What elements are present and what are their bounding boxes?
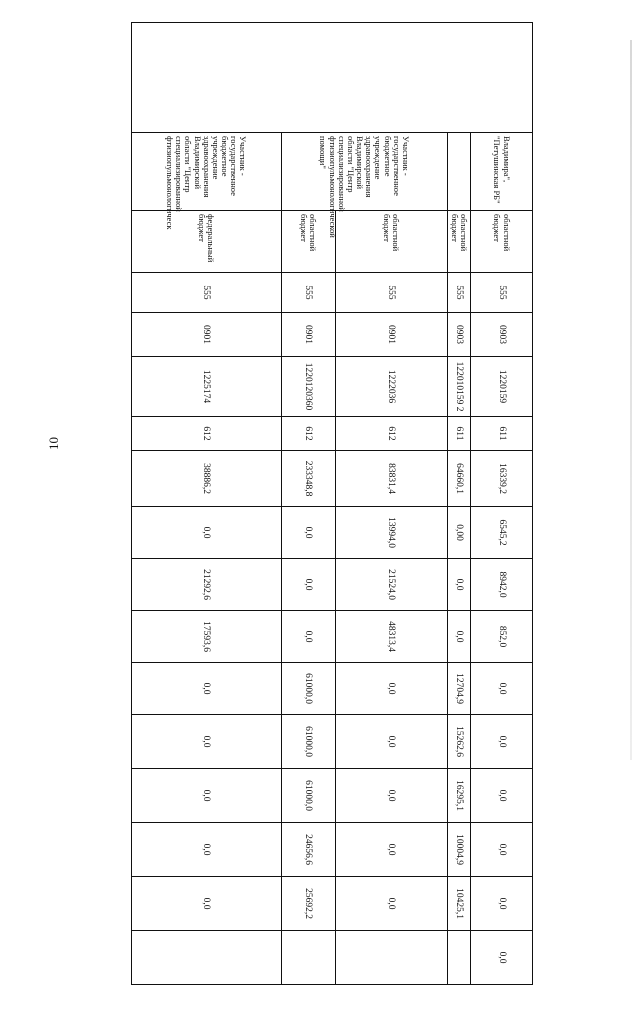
grbs-4: 555: [281, 273, 335, 313]
year-2-9: [447, 931, 470, 985]
rzpr-5: 0901: [131, 313, 281, 357]
total-5: 38886,2: [131, 451, 281, 507]
table-row: [471, 23, 533, 1014]
source-1: областной бюджет: [471, 211, 533, 273]
year-4-3: 0,0: [281, 611, 335, 663]
vr-5: 612: [131, 417, 281, 451]
vr-1: 611: [471, 417, 533, 451]
year-2-1: 0,00: [447, 507, 470, 559]
participant-label-1: Владимира", "Петушинская РБ": [471, 133, 533, 211]
rotated-budget-table: [78, 22, 533, 964]
total-4: 233348,8: [281, 451, 335, 507]
total-2: 64660,1: [447, 451, 470, 507]
year-1-3: 852,0: [471, 611, 533, 663]
grbs-5: 555: [131, 273, 281, 313]
year-4-1: 0,0: [281, 507, 335, 559]
year-5-9: [131, 931, 281, 985]
grbs-1: 555: [471, 273, 533, 313]
csr-5: 1225174: [131, 357, 281, 417]
rzpr-2: 0903: [447, 313, 470, 357]
year-3-2: 21524,0: [335, 559, 447, 611]
vr-2: 611: [447, 417, 470, 451]
table-row: [131, 23, 281, 1014]
year-2-6: 16295,1: [447, 769, 470, 823]
year-1-7: 0,0: [471, 823, 533, 877]
year-5-8: 0,0: [131, 877, 281, 931]
grbs-3: 555: [335, 273, 447, 313]
year-1-1: 6545,2: [471, 507, 533, 559]
csr-1: 1220159: [471, 357, 533, 417]
year-1-6: 0,0: [471, 769, 533, 823]
source-2: областной бюджет: [447, 211, 470, 273]
vr-3: 612: [335, 417, 447, 451]
grbs-2: 555: [447, 273, 470, 313]
source-4: областной бюджет: [281, 211, 335, 273]
year-4-8: 25692,2: [281, 877, 335, 931]
year-3-9: [335, 931, 447, 985]
year-5-7: 0,0: [131, 823, 281, 877]
year-3-7: 0,0: [335, 823, 447, 877]
table-row: [335, 23, 447, 1014]
total-1: 16339,2: [471, 451, 533, 507]
year-5-3: 17593,6: [131, 611, 281, 663]
year-4-4: 61000,0: [281, 663, 335, 715]
csr-4: 1220120360: [281, 357, 335, 417]
rzpr-3: 0901: [335, 313, 447, 357]
year-3-1: 13994,0: [335, 507, 447, 559]
year-5-6: 0,0: [131, 769, 281, 823]
year-5-2: 21292,6: [131, 559, 281, 611]
budget-table: [131, 22, 533, 1014]
year-3-4: 0,0: [335, 663, 447, 715]
vr-4: 612: [281, 417, 335, 451]
year-4-5: 61000,0: [281, 715, 335, 769]
status-column: [131, 23, 532, 133]
year-4-9: [281, 931, 335, 985]
scan-edge: [630, 40, 632, 760]
year-2-4: 12704,9: [447, 663, 470, 715]
source-3: областной бюджет: [335, 211, 447, 273]
source-5: федеральный бюджет: [131, 211, 281, 273]
participant-label-2: [447, 133, 470, 211]
year-2-3: 0,0: [447, 611, 470, 663]
year-3-3: 48313,4: [335, 611, 447, 663]
csr-2: 122010159 2: [447, 357, 470, 417]
year-1-8: 0,0: [471, 877, 533, 931]
rzpr-4: 0901: [281, 313, 335, 357]
year-1-4: 0,0: [471, 663, 533, 715]
total-3: 83831,4: [335, 451, 447, 507]
year-5-5: 0,0: [131, 715, 281, 769]
participant-label-3: Участник - государственное бюджетное учреждение здравоохранения Владимирской области "Центр специализированной фтизиопульмонологической помощи": [281, 133, 447, 211]
csr-3: 1222036: [335, 357, 447, 417]
year-4-7: 24656,6: [281, 823, 335, 877]
year-3-6: 0,0: [335, 769, 447, 823]
year-3-5: 0,0: [335, 715, 447, 769]
year-3-8: 0,0: [335, 877, 447, 931]
year-5-1: 0,0: [131, 507, 281, 559]
year-1-9: 0,0: [471, 931, 533, 985]
year-1-2: 8942,0: [471, 559, 533, 611]
year-2-5: 15262,6: [447, 715, 470, 769]
participant-label-5: Участник - государственное бюджетное учреждение здравоохранения Владимирской области "Центр специализированной фтизиопульмонологическ: [131, 133, 281, 211]
year-2-7: 10004,9: [447, 823, 470, 877]
rzpr-1: 0903: [471, 313, 533, 357]
year-4-6: 61000,0: [281, 769, 335, 823]
year-5-4: 0,0: [131, 663, 281, 715]
table-row: [447, 23, 470, 1014]
year-2-8: 10425,1: [447, 877, 470, 931]
year-1-5: 0,0: [471, 715, 533, 769]
year-4-2: 0,0: [281, 559, 335, 611]
year-2-2: 0,0: [447, 559, 470, 611]
page-number: 10: [46, 437, 61, 450]
